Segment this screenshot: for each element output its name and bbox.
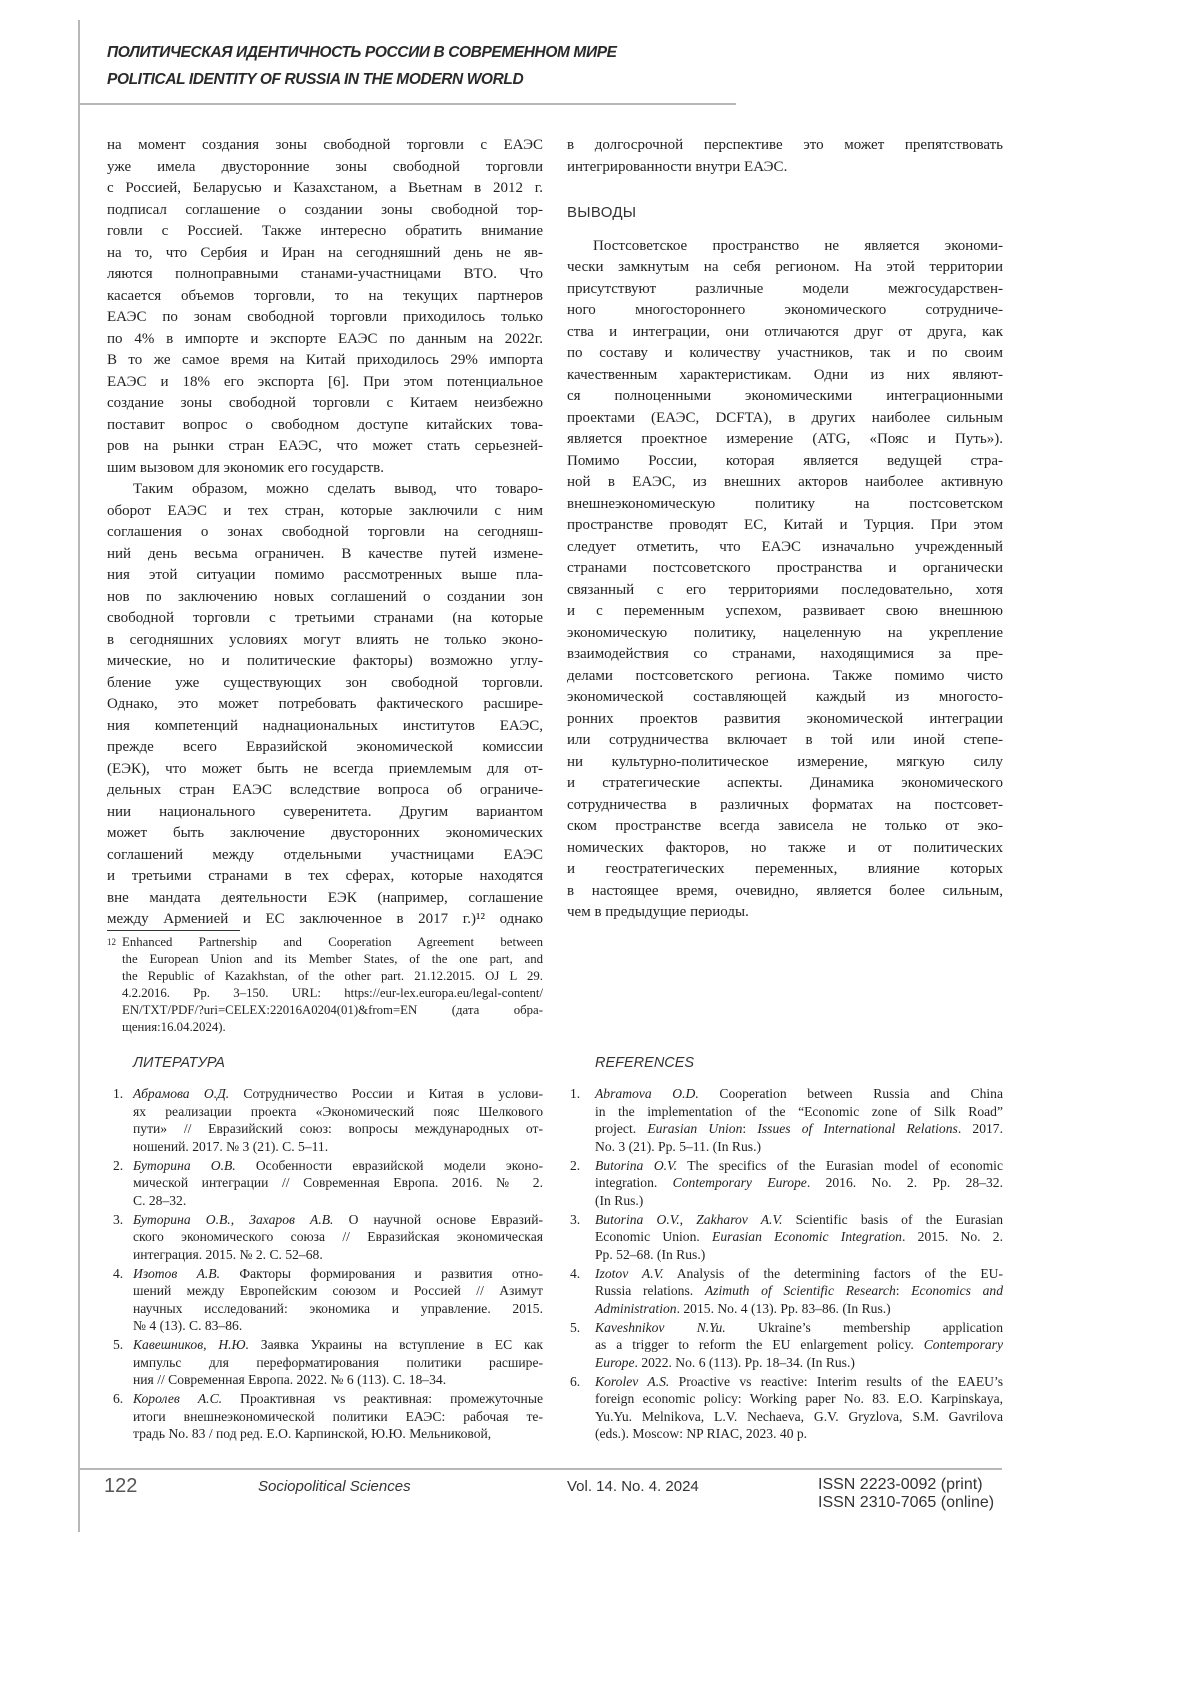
text-line: касается объемов торговли, то на текущих партнеров xyxy=(107,286,543,308)
running-title-ru: ПОЛИТИЧЕСКАЯ ИДЕНТИЧНОСТЬ РОССИИ В СОВРЕМЕННОМ МИРЕ xyxy=(107,44,617,62)
right-column xyxy=(567,135,1003,924)
reference-italic-text: Azimuth of Scientific Research xyxy=(705,1283,896,1298)
text-line: делами постсоветского региона. Также помимо чисто xyxy=(567,666,1003,688)
text-line: чески замкнутым на себя регионом. На этой территории xyxy=(567,257,1003,279)
reference-item xyxy=(567,1319,1003,1372)
text-line: взаимодействия со странами, находящимися за пре- xyxy=(567,644,1003,666)
text-line: мические, но и политические факторы) возможно углу- xyxy=(107,651,543,673)
text-line: интегрированности внутри ЕАЭС. xyxy=(567,157,1003,179)
text-line: пространстве проводят ЕС, Китай и Турция. При этом xyxy=(567,515,1003,537)
reference-line xyxy=(595,1390,1003,1408)
text-line: ния компетенций наднациональных институтов ЕАЭС, xyxy=(107,716,543,738)
text-line: ного многостороннего экономического сотрудниче- xyxy=(567,300,1003,322)
references-heading: REFERENCES xyxy=(595,1055,694,1071)
reference-italic-text: Izotov A.V. xyxy=(595,1266,664,1281)
text-line: ров на рынки стран ЕАЭС, что может стать серьезней- xyxy=(107,436,543,458)
reference-text: итоги внешнеэкономической политики ЕАЭС: рабочая те- xyxy=(133,1409,543,1424)
text-line: номических факторов, но также и от политических xyxy=(567,838,1003,860)
reference-italic-text: Abramova O.D. xyxy=(595,1086,699,1101)
text-line: и третьими странами в тех сферах, которые находятся xyxy=(107,866,543,888)
reference-line xyxy=(133,1138,543,1156)
text-line: по составу и количеству участников, так и по своим xyxy=(567,343,1003,365)
reference-number: 6. xyxy=(570,1373,580,1391)
text-line: прежде всего Евразийской экономической комиссии xyxy=(107,737,543,759)
reference-italic-text: Захаров А.В. xyxy=(249,1212,333,1227)
reference-italic-text: Буторина О.В. xyxy=(133,1158,236,1173)
reference-text: интеграция. 2015. № 2. С. 52–68. xyxy=(133,1247,323,1262)
text-line: связанный с его территориями последовательно, хотя xyxy=(567,580,1003,602)
reference-item xyxy=(107,1390,543,1443)
text-line: соглашения о зонах свободной торговли на сегодняш- xyxy=(107,522,543,544)
literature-list xyxy=(107,1085,543,1444)
issn-online: ISSN 2310-7065 (online) xyxy=(818,1494,994,1512)
reference-text: . 2016. No. 2. Pp. 28–32. xyxy=(807,1175,1003,1190)
reference-line xyxy=(595,1120,1003,1138)
reference-text: : xyxy=(896,1283,911,1298)
footnote-rule xyxy=(107,930,240,931)
reference-item xyxy=(107,1085,543,1155)
reference-italic-text: Korolev A.S. xyxy=(595,1374,669,1389)
reference-line xyxy=(595,1246,1003,1264)
reference-text: Проактивная vs реактивная: промежуточные xyxy=(222,1391,543,1406)
reference-text: научных исследований: экономика и управление. 2015. xyxy=(133,1301,543,1316)
reference-text: project. xyxy=(595,1121,647,1136)
reference-text: Proactive vs reactive: Interim results of the EAEU’s xyxy=(669,1374,1003,1389)
text-line: в долгосрочной перспективе это может препятствовать xyxy=(567,135,1003,157)
reference-text: Сотрудничество России и Китая в услови- xyxy=(229,1086,543,1101)
text-line: или сотрудничества включает в той или иной степе- xyxy=(567,730,1003,752)
text-line: Таким образом, можно сделать вывод, что товаро- xyxy=(107,479,543,501)
text-line: Однако, это может потребовать фактического расшире- xyxy=(107,694,543,716)
body-paragraph xyxy=(107,479,543,931)
reference-line xyxy=(595,1228,1003,1246)
text-line: поставит вопрос о свободном доступе китайских това- xyxy=(107,415,543,437)
reference-line xyxy=(133,1425,543,1443)
text-line: следует отметить, что ЕАЭС изначально учрежденный xyxy=(567,537,1003,559)
text-line: ляются полноправными станами-участницами ВТО. Что xyxy=(107,264,543,286)
reference-number: 5. xyxy=(113,1336,123,1354)
reference-italic-text: Королев А.С. xyxy=(133,1391,222,1406)
text-line: ни культурно-политическое измерение, мягкую силу xyxy=(567,752,1003,774)
text-line: (ЕЭК), что может быть не всегда приемлемым для от- xyxy=(107,759,543,781)
reference-italic-text: Europe xyxy=(595,1355,635,1370)
reference-line xyxy=(595,1103,1003,1121)
reference-text: as a trigger to reform the EU enlargement policy. xyxy=(595,1337,924,1352)
margin-rule xyxy=(78,20,80,1532)
reference-text: импульс для переформатирования политики расшире- xyxy=(133,1355,543,1370)
text-line: нов по заключению новых соглашений о создании зон xyxy=(107,587,543,609)
reference-line xyxy=(133,1371,543,1389)
reference-item xyxy=(567,1085,1003,1155)
reference-text: , xyxy=(231,1212,250,1227)
text-line: с Россией, Беларусью и Казахстаном, а Вьетнам в 2012 г. xyxy=(107,178,543,200)
text-line: ском пространстве всегда зависела не только от эко- xyxy=(567,816,1003,838)
reference-text: The specifics of the Eurasian model of economic xyxy=(677,1158,1003,1173)
text-line: экономической составляющей каждый из многосто- xyxy=(567,687,1003,709)
reference-text: пути» // Евразийский союз: вопросы международных от- xyxy=(133,1121,543,1136)
reference-number: 4. xyxy=(113,1265,123,1283)
footnote-line: Enhanced Partnership and Cooperation Agreement between xyxy=(107,934,543,951)
text-line: ЕАЭС по зонам свободной торговли приходилось только xyxy=(107,307,543,329)
text-line: шим вызовом для экономик его государств. xyxy=(107,458,543,480)
reference-text: Факторы формирования и развития отно- xyxy=(220,1266,543,1281)
text-line: по 4% в импорте и экспорте ЕАЭС по данным на 2022г. xyxy=(107,329,543,351)
text-line: ния этой ситуации помимо рассмотренных выше пла- xyxy=(107,565,543,587)
text-line: дельных стран ЕАЭС вследствие вопроса об ограниче- xyxy=(107,780,543,802)
reference-text: (eds.). Moscow: NP RIAC, 2023. 40 p. xyxy=(595,1426,807,1441)
reference-italic-text: Абрамова О.Д. xyxy=(133,1086,229,1101)
text-line: на момент создания зоны свободной торговли с ЕАЭС xyxy=(107,135,543,157)
text-line: и с переменным успехом, развивает свою внешнюю xyxy=(567,601,1003,623)
reference-text: in the implementation of the “Economic zone of Silk Road” xyxy=(595,1104,1003,1119)
reference-number: 3. xyxy=(113,1211,123,1229)
body-paragraph xyxy=(567,236,1003,924)
reference-text: Особенности евразийской модели эконо- xyxy=(236,1158,543,1173)
footnote-mark: 12 xyxy=(107,934,116,951)
reference-line xyxy=(133,1211,543,1229)
reference-italic-text: Eurasian Union xyxy=(647,1121,742,1136)
footnote-line: щения:16.04.2024). xyxy=(107,1019,543,1036)
reference-line xyxy=(595,1192,1003,1210)
reference-italic-text: Administration xyxy=(595,1301,677,1316)
text-line: В то же самое время на Китай приходилось 29% импорта xyxy=(107,350,543,372)
reference-italic-text: Butorina O.V. xyxy=(595,1158,677,1173)
text-line: свободной торговли с третьими странами (на которые xyxy=(107,608,543,630)
reference-line xyxy=(595,1282,1003,1300)
text-line: и геостратегических переменных, влияние которых xyxy=(567,859,1003,881)
reference-text: ского экономического союза // Евразийская экономическая xyxy=(133,1229,543,1244)
text-line: уже имела двусторонние зоны свободной торговли xyxy=(107,157,543,179)
text-line: Постсоветское пространство не является экономи- xyxy=(567,236,1003,258)
text-line: странами постсоветского пространства и органически xyxy=(567,558,1003,580)
reference-italic-text: Кавешников, Н.Ю. xyxy=(133,1337,249,1352)
text-line: присутствуют различные модели межгосударствен- xyxy=(567,279,1003,301)
journal-volume: Vol. 14. No. 4. 2024 xyxy=(567,1478,699,1495)
left-column xyxy=(107,135,543,931)
reference-line xyxy=(133,1354,543,1372)
text-line: и стратегические аспекты. Динамика экономического xyxy=(567,773,1003,795)
reference-line xyxy=(595,1174,1003,1192)
reference-text: Ukraine’s membership application xyxy=(726,1320,1003,1335)
body-paragraph xyxy=(567,135,1003,178)
reference-text: . 2022. No. 6 (113). Pp. 18–34. (In Rus.) xyxy=(635,1355,855,1370)
references-list xyxy=(567,1085,1003,1444)
reference-italic-text: Изотов А.В. xyxy=(133,1266,220,1281)
reference-italic-text: Kaveshnikov N.Yu. xyxy=(595,1320,726,1335)
reference-number: 1. xyxy=(570,1085,580,1103)
text-line: Помимо России, которая является ведущей стра- xyxy=(567,451,1003,473)
reference-text: , xyxy=(680,1212,697,1227)
reference-number: 3. xyxy=(570,1211,580,1229)
text-line: ний день весьма ограничен. В качестве путей измене- xyxy=(107,544,543,566)
reference-line xyxy=(595,1373,1003,1391)
reference-text: . 2017. xyxy=(958,1121,1003,1136)
footnote-line: the European Union and its Member States, of the one part, and xyxy=(107,951,543,968)
reference-line xyxy=(133,1103,543,1121)
reference-text: . 2015. No. 4 (13). Pp. 83–86. (In Rus.) xyxy=(677,1301,891,1316)
reference-item xyxy=(107,1211,543,1264)
reference-line xyxy=(595,1354,1003,1372)
text-line: ронних проектов развития экономической интеграции xyxy=(567,709,1003,731)
reference-line xyxy=(133,1174,543,1192)
reference-line xyxy=(133,1120,543,1138)
reference-text: integration. xyxy=(595,1175,673,1190)
text-line: в настоящее время, очевидно, является более сильным, xyxy=(567,881,1003,903)
reference-line xyxy=(133,1390,543,1408)
reference-italic-text: Zakharov A.V. xyxy=(696,1212,782,1227)
text-line: может быть заключение двусторонних экономических xyxy=(107,823,543,845)
page-number: 122 xyxy=(104,1475,137,1498)
text-line: ся полноценными экономическими интеграционными xyxy=(567,386,1003,408)
text-line: на то, что Сербия и Иран на сегодняшний день не яв- xyxy=(107,243,543,265)
reference-text: (In Rus.) xyxy=(595,1193,643,1208)
reference-text: ния // Современная Европа. 2022. № 6 (113). С. 18–34. xyxy=(133,1372,446,1387)
text-line: говли с Россией. Также интересно обратить внимание xyxy=(107,221,543,243)
issn-print: ISSN 2223-0092 (print) xyxy=(818,1476,983,1494)
reference-italic-text: Eurasian Economic Integration xyxy=(712,1229,902,1244)
footnote-line: the Republic of Kazakhstan, of the other part. 21.12.2015. OJ L 29. xyxy=(107,968,543,985)
reference-number: 5. xyxy=(570,1319,580,1337)
text-line: ЕАЭС и 18% его экспорта [6]. При этом потенциальное xyxy=(107,372,543,394)
reference-number: 4. xyxy=(570,1265,580,1283)
reference-line xyxy=(595,1408,1003,1426)
reference-number: 1. xyxy=(113,1085,123,1103)
text-line: вне мандата деятельности ЕЭК (например, соглашение xyxy=(107,888,543,910)
reference-text: С. 28–32. xyxy=(133,1193,186,1208)
reference-line xyxy=(133,1282,543,1300)
reference-text: Scientific basis of the Eurasian xyxy=(782,1212,1003,1227)
reference-text: ношений. 2017. № 3 (21). С. 5–11. xyxy=(133,1139,328,1154)
footnote-line[interactable]: EN/TXT/PDF/?uri=CELEX:22016A0204(01)&from=EN (дата обра- xyxy=(107,1002,543,1019)
reference-italic-text: Буторина О.В. xyxy=(133,1212,231,1227)
reference-line xyxy=(595,1265,1003,1283)
reference-item xyxy=(107,1336,543,1389)
reference-line xyxy=(595,1138,1003,1156)
text-line: ства и интеграции, они отличаются друг от друга, как xyxy=(567,322,1003,344)
reference-line xyxy=(133,1157,543,1175)
reference-italic-text: Economics and xyxy=(911,1283,1003,1298)
journal-name: Sociopolitical Sciences xyxy=(258,1478,411,1495)
reference-text: Russia relations. xyxy=(595,1283,705,1298)
reference-italic-text: Butorina O.V. xyxy=(595,1212,680,1227)
reference-text: О научной основе Евразий- xyxy=(333,1212,543,1227)
reference-text: мической интеграции // Современная Европа. 2016. № 2. xyxy=(133,1175,543,1190)
text-line: внешнеэкономическую политику на постсоветском xyxy=(567,494,1003,516)
reference-line xyxy=(595,1211,1003,1229)
reference-text: No. 3 (21). Pp. 5–11. (In Rus.) xyxy=(595,1139,761,1154)
text-line: в сегодняшних условиях могут влиять не только эконо- xyxy=(107,630,543,652)
reference-item xyxy=(107,1265,543,1335)
text-line: чем в предыдущие периоды. xyxy=(567,902,1003,924)
text-line: оборот ЕАЭС и тех стран, которые заключили с ним xyxy=(107,501,543,523)
text-line: соглашений между отдельными участницами ЕАЭС xyxy=(107,845,543,867)
reference-text: Pp. 52–68. (In Rus.) xyxy=(595,1247,705,1262)
literature-heading: ЛИТЕРАТУРА xyxy=(133,1055,225,1071)
body-paragraph xyxy=(107,135,543,479)
reference-italic-text: Issues of International Relations xyxy=(757,1121,957,1136)
reference-line xyxy=(133,1317,543,1335)
text-line: создание зоны свободной торговли с Китаем неизбежно xyxy=(107,393,543,415)
section-heading-conclusions: ВЫВОДЫ xyxy=(567,202,1003,224)
reference-text: ях реализации проекта «Экономический пояс Шелкового xyxy=(133,1104,543,1119)
reference-text: Заявка Украины на вступление в ЕС как xyxy=(249,1337,543,1352)
reference-line xyxy=(595,1336,1003,1354)
reference-line xyxy=(133,1408,543,1426)
reference-line xyxy=(595,1319,1003,1337)
text-line: нии национального суверенитета. Другим вариантом xyxy=(107,802,543,824)
text-line: подписал соглашение о создании зоны свободной тор- xyxy=(107,200,543,222)
footer-rule xyxy=(78,1468,1002,1470)
text-line: качественным характеристикам. Одни из них являют- xyxy=(567,365,1003,387)
reference-italic-text: Contemporary xyxy=(924,1337,1003,1352)
text-line: бление уже существующих зон свободной торговли. xyxy=(107,673,543,695)
reference-number: 2. xyxy=(113,1157,123,1175)
reference-item xyxy=(567,1373,1003,1443)
text-line: проектами (ЕАЭС, DCFTA), в других наиболее сильным xyxy=(567,408,1003,430)
reference-line xyxy=(133,1085,543,1103)
reference-line xyxy=(133,1228,543,1246)
reference-text: традь No. 83 / под ред. Е.О. Карпинской, Ю.Ю. Мельниковой, xyxy=(133,1426,491,1441)
reference-line xyxy=(133,1246,543,1264)
reference-item xyxy=(567,1211,1003,1264)
reference-italic-text: Contemporary Europe xyxy=(673,1175,807,1190)
text-line: экономическую политику, нацеленную на укрепление xyxy=(567,623,1003,645)
reference-text: Cooperation between Russia and China xyxy=(699,1086,1003,1101)
footnote xyxy=(107,934,543,1036)
reference-item xyxy=(567,1265,1003,1318)
reference-line xyxy=(595,1085,1003,1103)
reference-text: foreign economic policy: Working paper No. 83. E.O. Karpinskaya, xyxy=(595,1391,1003,1406)
reference-text: Analysis of the determining factors of the EU- xyxy=(664,1266,1003,1281)
reference-item xyxy=(567,1157,1003,1210)
reference-text: . 2015. No. 2. xyxy=(902,1229,1003,1244)
header-rule xyxy=(78,103,736,105)
text-line: является проектное измерение (ATG, «Пояс и Путь»). xyxy=(567,429,1003,451)
reference-line xyxy=(595,1157,1003,1175)
reference-line xyxy=(133,1336,543,1354)
reference-text: Economic Union. xyxy=(595,1229,712,1244)
reference-text: № 4 (13). С. 83–86. xyxy=(133,1318,242,1333)
reference-number: 6. xyxy=(113,1390,123,1408)
footnote-line[interactable]: 4.2.2016. Pp. 3–150. URL: https://eur-lex.europa.eu/legal-content/ xyxy=(107,985,543,1002)
reference-item xyxy=(107,1157,543,1210)
reference-line xyxy=(595,1300,1003,1318)
reference-number: 2. xyxy=(570,1157,580,1175)
running-title-en: POLITICAL IDENTITY OF RUSSIA IN THE MODERN WORLD xyxy=(107,71,523,89)
reference-text: Yu.Yu. Melnikova, L.V. Nechaeva, G.V. Gryzlova, S.M. Gavrilova xyxy=(595,1409,1003,1424)
reference-line xyxy=(133,1192,543,1210)
reference-line xyxy=(133,1300,543,1318)
text-line: ной в ЕАЭС, из внешних акторов наиболее активную xyxy=(567,472,1003,494)
reference-text: шений между Европейским союзом и Россией // Азимут xyxy=(133,1283,543,1298)
reference-line xyxy=(595,1425,1003,1443)
text-line: между Арменией и ЕС заключенное в 2017 г.)¹² однако xyxy=(107,909,543,931)
reference-text: : xyxy=(742,1121,757,1136)
text-line: сотрудничества в различных форматах на постсовет- xyxy=(567,795,1003,817)
reference-line xyxy=(133,1265,543,1283)
